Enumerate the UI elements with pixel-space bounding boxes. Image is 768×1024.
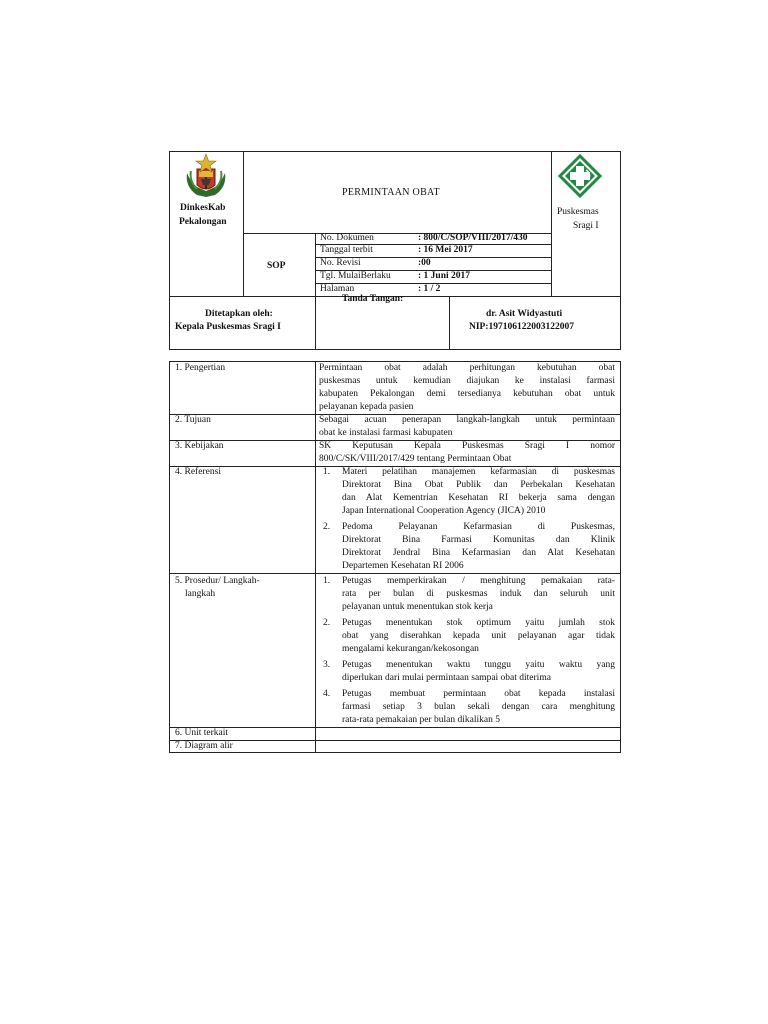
referensi-item-number: 1. (323, 467, 331, 477)
kebijakan-line: SK Keputusan Kepala Puskesmas Sragi I nomor (319, 441, 615, 451)
tujuan-line: Sebagai acuan penerapan langkah-langkah untuk permintaan (319, 415, 615, 425)
prosedur-line: Petugas memperkirakan / menghitung pemakaian rata- (342, 576, 615, 586)
prosedur-item-number: 4. (323, 689, 331, 699)
revision-label: No. Revisi (320, 258, 361, 268)
referensi-line: Pedoma Pelayanan Kefarmasian di Puskesmas, (342, 522, 615, 532)
tujuan-line: obat ke instalasi farmasi kabupaten (319, 428, 453, 438)
section-tujuan-label: 2. Tujuan (175, 415, 211, 425)
referensi-line: Departemen Kesehatan RI 2006 (342, 561, 464, 571)
prosedur-line: rata per bulan di puskesmas induk dan seluruh unit (342, 589, 615, 599)
referensi-line: dan Alat Kementrian Kesehatan RI bekerja sama dengan (342, 493, 615, 503)
prosedur-item-number: 3. (323, 660, 331, 670)
prosedur-line: Petugas membuat permintaan obat kepada instalasi (342, 689, 615, 699)
signature-label: Tanda Tangan: (342, 294, 404, 304)
signer-nip: NIP:197106122003122007 (469, 322, 575, 332)
section-unit-terkait-label: 6. Unit terkait (175, 728, 229, 738)
issue-date-label: Tanggal terbit (320, 245, 373, 255)
document-title: PERMINTAAN OBAT (342, 187, 440, 198)
page-label: Halaman (320, 284, 355, 294)
prosedur-line: mengalami kekurangan/kekosongan (342, 644, 479, 654)
prosedur-line: obat yang diserahkan kepada unit pelayanan agar tidak (342, 631, 615, 641)
pengertian-line: kabupaten Pekalongan demi tersedianya kebutuhan obat untuk (319, 389, 615, 399)
referensi-item-number: 2. (323, 522, 331, 532)
prosedur-line: Petugas menentukan waktu tunggu yaitu waktu yang (342, 660, 615, 670)
referensi-line: Materi pelatihan manajemen kefarmasian di puskesmas (342, 467, 615, 477)
left-org-line1: DinkesKab (180, 203, 226, 213)
effective-date-value: : 1 Juni 2017 (418, 271, 470, 281)
sop-label: SOP (267, 261, 286, 271)
left-org-line2: Pekalongan (179, 217, 227, 227)
approved-by-label: Ditetapkan oleh: (205, 309, 273, 319)
right-org-line2: Sragi I (573, 221, 599, 231)
revision-value: :00 (418, 258, 431, 268)
section-diagram-alir-label: 7. Diagram alir (175, 741, 233, 751)
signer-name: dr. Asit Widyastuti (486, 309, 563, 319)
section-kebijakan-label: 3. Kebijakan (175, 441, 224, 451)
section-prosedur-label-cont: langkah (185, 589, 216, 599)
pengertian-line: Permintaan obat adalah perhitungan kebutuhan obat (319, 363, 615, 373)
referensi-line: Direktorat Bina Obat Publik dan Perbekalan Kesehatan (342, 480, 615, 490)
prosedur-line: farmasi setiap 3 bulan sekali dengan cara menghitung (342, 702, 615, 712)
issue-date-value: : 16 Mei 2017 (418, 245, 473, 255)
section-referensi-label: 4. Referensi (175, 467, 221, 477)
kabupaten-pekalongan-logo (183, 153, 229, 199)
prosedur-item-number: 1. (323, 576, 331, 586)
doc-number-label: No. Dokumen (320, 233, 374, 243)
referensi-line: Japan International Cooperation Agency (JICA) 2010 (342, 506, 546, 516)
kebijakan-line: 800/C/SK/VIII/2017/429 tentang Permintaan Obat (319, 454, 512, 464)
doc-number-value: : 800/C/SOP/VIII/2017/430 (418, 233, 528, 243)
pengertian-line: puskesmas untuk kemudian diajukan ke instalasi farmasi (319, 376, 615, 386)
prosedur-line: pelayanan untuk menentukan stok kerja (342, 602, 493, 612)
right-org-line1: Puskesmas (557, 207, 599, 217)
prosedur-line: diperlukan dari mulai permintaan sampai obat diterima (342, 673, 551, 683)
prosedur-line: rata-rata pemakaian per bulan dikalikan 5 (342, 715, 500, 725)
pengertian-line: pelayanan kepada pasien (319, 402, 414, 412)
prosedur-item-number: 2. (323, 618, 331, 628)
section-prosedur-label: 5. Prosedur/ Langkah- (175, 576, 260, 586)
referensi-line: Direktorat Bina Farmasi Komunitas dan Klinik (342, 535, 615, 545)
puskesmas-logo (556, 154, 604, 198)
page-value: : 1 / 2 (418, 284, 441, 294)
prosedur-line: Petugas menentukan stok optimum yaitu jumlah stok (342, 618, 615, 628)
effective-date-label: Tgl. MulaiBerlaku (320, 271, 391, 281)
approver-title: Kepala Puskesmas Sragi I (175, 322, 281, 332)
referensi-line: Direktorat Jendral Bina Kefarmasian dan Alat Kesehatan (342, 548, 615, 558)
section-pengertian-label: 1. Pengertian (175, 363, 226, 373)
